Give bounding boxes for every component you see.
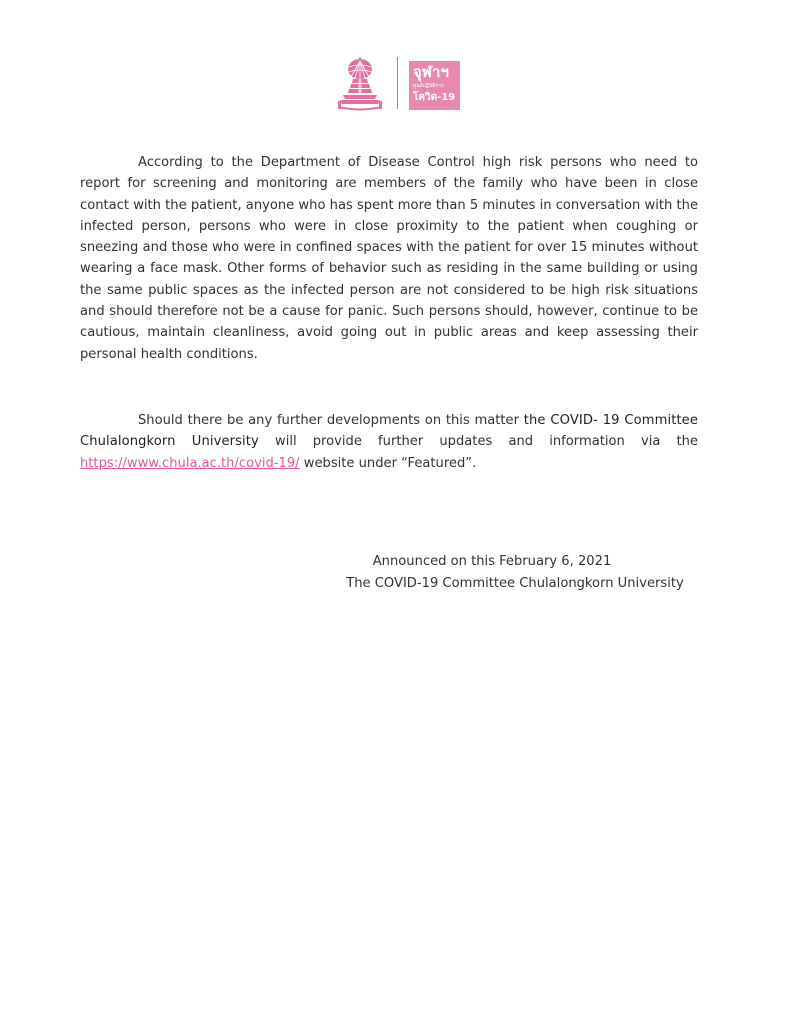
badge-title: จุฬาฯ xyxy=(413,63,449,81)
committee-name: the COVID- 19 Committee Chulalongkorn University xyxy=(80,413,698,450)
paragraph-updates xyxy=(80,410,698,474)
university-crest-icon xyxy=(337,55,383,111)
paragraph-updates-tail: website under “Featured”. xyxy=(299,455,477,471)
announcement-date: Announced on this February 6, 2021 xyxy=(372,554,612,569)
header-logos xyxy=(337,55,462,113)
badge-tag: โควิด-19 xyxy=(413,92,456,103)
logo-divider xyxy=(397,57,398,109)
announcing-organization: The COVID-19 Committee Chulalongkorn University xyxy=(346,576,684,591)
paragraph-risk-guidance: According to the Department of Disease Control high risk persons who need to report for screening and monitoring are members of the family who have been in close contact with the patient, anyone who has spent more than 5 minutes in conversation with the infected person, persons who were in close proximity to the patient when coughing or sneezing and those who were in confined spaces with the patient for over 15 minutes without wearing a face mask. Other forms of behavior such as residing in the same building or using the same public spaces as the infected person are not considered to be high risk situations and should therefore not be a cause for panic. Such persons should, however, continue to be cautious, maintain cleanliness, avoid going out in public areas and keep assessing their personal health conditions. xyxy=(80,155,698,362)
badge-subtitle: ศูนย์ปฏิบัติการ xyxy=(413,83,444,89)
paragraph-updates-middle: will provide further updates and information via the xyxy=(258,434,698,450)
covid-info-link[interactable]: https://www.chula.ac.th/covid-19/ xyxy=(80,455,300,471)
covid-center-badge xyxy=(409,61,460,110)
paragraph-updates-lead: Should there be any further developments on this matter xyxy=(138,413,524,428)
